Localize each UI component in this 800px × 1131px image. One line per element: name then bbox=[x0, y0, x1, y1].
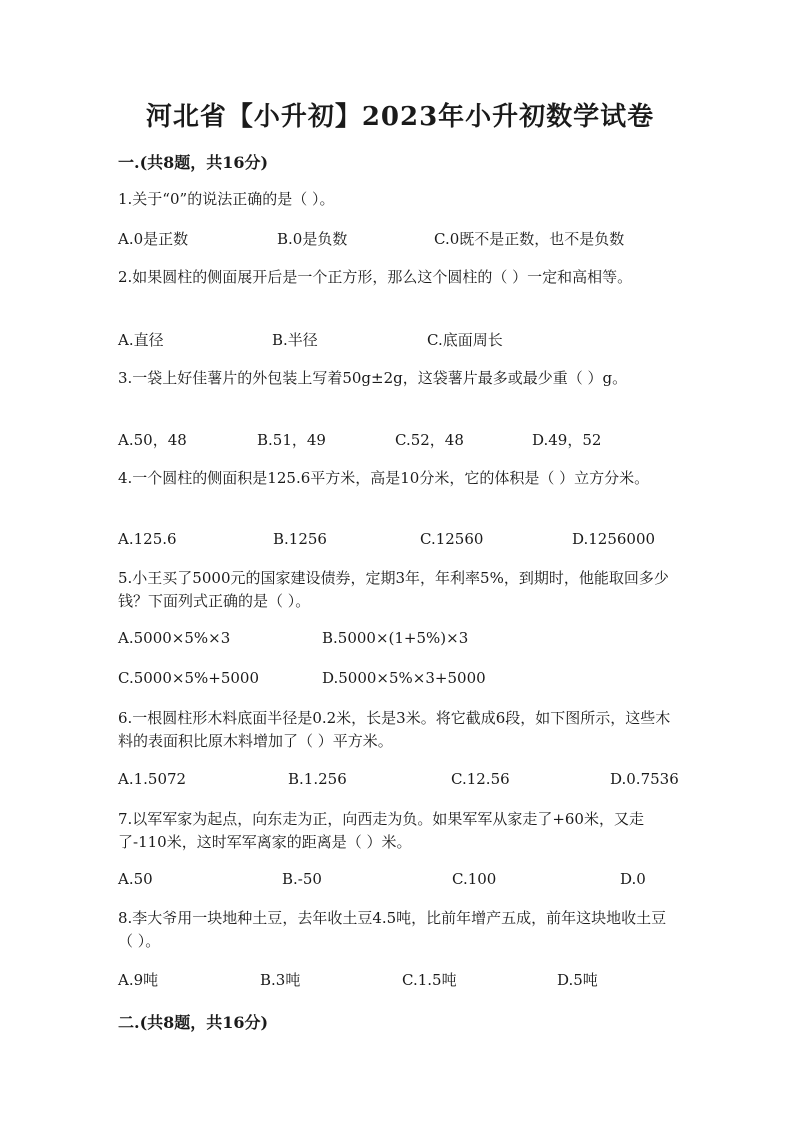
question-8-option-a: A.9吨 bbox=[118, 971, 159, 989]
question-6-option-b: B.1.256 bbox=[288, 770, 347, 788]
question-8-option-b: B.3吨 bbox=[260, 971, 301, 989]
question-6-option-a: A.1.5072 bbox=[118, 770, 187, 788]
question-3-option-b: B.51，49 bbox=[257, 431, 326, 449]
question-6-text: 6.一根圆柱形木料底面半径是0.2米，长是3米。将它截成6段，如下图所示，这些木料的表面积比原木料增加了（ ）平方米。 bbox=[118, 709, 671, 750]
question-2-text: 2.如果圆柱的侧面展开后是一个正方形，那么这个圆柱的（ ）一定和高相等。 bbox=[118, 268, 633, 286]
question-1-text: 1.关于“0”的说法正确的是（ ）。 bbox=[118, 190, 335, 208]
question-8-option-d: D.5吨 bbox=[557, 971, 598, 989]
question-5-text: 5.小王买了5000元的国家建设债券，定期3年，年利率5%，到期时，他能取回多少钱？下面列式正确的是（ ）。 bbox=[118, 569, 669, 610]
question-6-option-c: C.12.56 bbox=[451, 770, 510, 788]
question-7-option-d: D.0 bbox=[620, 870, 646, 888]
section-1-heading: 一.(共8题，共16分) bbox=[118, 153, 269, 172]
question-7-text: 7.以军军家为起点，向东走为正，向西走为负。如果军军从家走了+60米，又走了-110米，这时军军离家的距离是（ ）米。 bbox=[118, 810, 644, 851]
question-2-option-a: A.直径 bbox=[118, 331, 164, 349]
section-2-heading: 二.(共8题，共16分) bbox=[118, 1013, 269, 1032]
question-1-option-a: A.0是正数 bbox=[118, 230, 189, 248]
question-1-option-b: B.0是负数 bbox=[277, 230, 348, 248]
question-4-option-b: B.1256 bbox=[273, 530, 327, 548]
question-8-option-c: C.1.5吨 bbox=[402, 971, 457, 989]
question-3-option-c: C.52，48 bbox=[395, 431, 464, 449]
exam-title: 河北省【小升初】2023年小升初数学试卷 bbox=[145, 102, 655, 132]
question-8-text: 8.李大爷用一块地种土豆，去年收土豆4.5吨，比前年增产五成，前年这块地收土豆（ ）。 bbox=[118, 909, 667, 950]
question-5-option-c: C.5000×5%+5000 bbox=[118, 669, 259, 687]
question-4-option-d: D.1256000 bbox=[572, 530, 656, 548]
question-7-option-b: B.-50 bbox=[282, 870, 322, 888]
question-3-option-a: A.50，48 bbox=[118, 431, 187, 449]
question-6-option-d: D.0.7536 bbox=[610, 770, 679, 788]
question-2-option-c: C.底面周长 bbox=[427, 331, 503, 349]
question-5-option-d: D.5000×5%×3+5000 bbox=[322, 669, 486, 687]
question-7-option-a: A.50 bbox=[118, 870, 153, 888]
question-5-option-a: A.5000×5%×3 bbox=[118, 629, 231, 647]
question-3-text: 3.一袋上好佳薯片的外包装上写着50g±2g，这袋薯片最多或最少重（ ）g。 bbox=[118, 369, 628, 387]
question-4-text: 4.一个圆柱的侧面积是125.6平方米，高是10分米，它的体积是（ ）立方分米。 bbox=[118, 469, 650, 487]
question-4-option-c: C.12560 bbox=[420, 530, 484, 548]
question-5-option-b: B.5000×(1+5%)×3 bbox=[322, 629, 469, 647]
question-3-option-d: D.49，52 bbox=[532, 431, 602, 449]
question-1-option-c: C.0既不是正数，也不是负数 bbox=[434, 230, 625, 248]
question-4-option-a: A.125.6 bbox=[118, 530, 177, 548]
question-2-option-b: B.半径 bbox=[272, 331, 318, 349]
question-7-option-c: C.100 bbox=[452, 870, 497, 888]
